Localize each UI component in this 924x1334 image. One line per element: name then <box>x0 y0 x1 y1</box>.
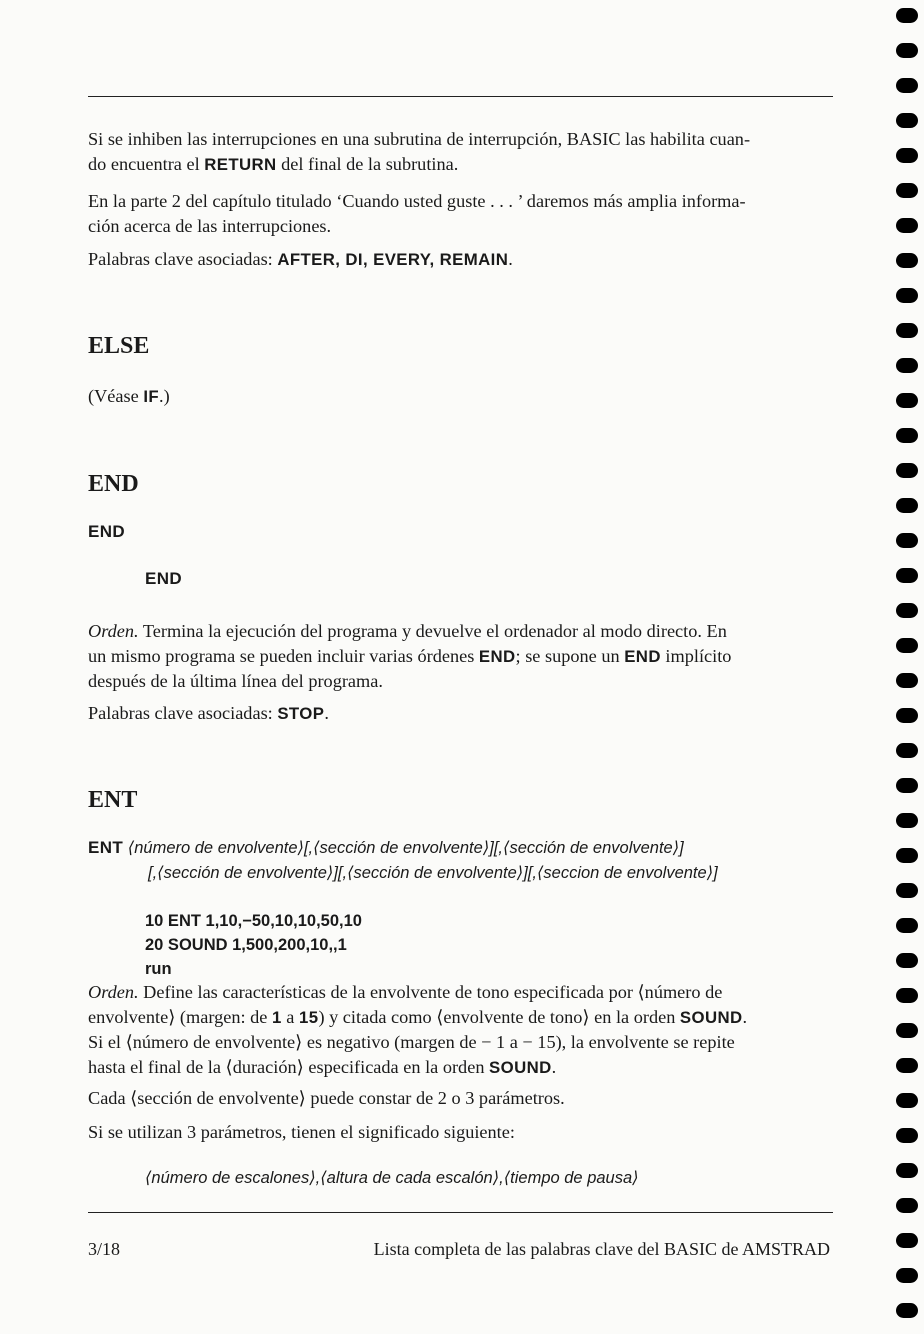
related-keywords-1 <box>88 247 833 272</box>
ent-desc-l2-end: . <box>742 1007 748 1027</box>
ent-desc-l2-pre: envolvente⟩ (margen: de <box>88 1007 272 1027</box>
related-end-2: . <box>324 703 329 723</box>
perforation-hole <box>896 43 918 58</box>
more-info-line-1: En la parte 2 del capítulo titulado ‘Cuando usted guste . . . ’ daremos más amplia informa- <box>88 191 746 211</box>
top-rule <box>88 96 833 97</box>
perforation-hole <box>896 918 918 933</box>
perforation-hole <box>896 533 918 548</box>
interrupt-line-2-post: del final de la subrutina. <box>276 154 459 174</box>
perforation-hole <box>896 78 918 93</box>
end-syntax: END <box>88 522 126 541</box>
perforation-hole <box>896 1128 918 1143</box>
perforation-hole <box>896 463 918 478</box>
perforation-hole <box>896 183 918 198</box>
sound-keyword-1: SOUND <box>679 1008 743 1027</box>
perforation-hole <box>896 1058 918 1073</box>
ent-syntax-args-1: ⟨número de envolvente⟩[,⟨sección de envolvente⟩][,⟨sección de envolvente⟩] <box>123 839 684 857</box>
ent-desc-l1: Define las características de la envolvente de tono especificada por ⟨número de <box>138 982 723 1002</box>
footer-title: Lista completa de las palabras clave del BASIC de AMSTRAD <box>373 1239 830 1259</box>
ent-three-params-paragraph: Si se utilizan 3 parámetros, tienen el significado siguiente: <box>88 1122 515 1142</box>
end-desc-l2-pre: un mismo programa se pueden incluir varias órdenes <box>88 646 479 666</box>
end-example: END <box>145 569 183 588</box>
perforation-hole <box>896 603 918 618</box>
end-desc-l2-post: implícito <box>660 646 732 666</box>
else-heading: ELSE <box>88 333 150 359</box>
perforation-hole <box>896 1303 918 1318</box>
ent-desc-l4-pre: hasta el final de la ⟨duración⟩ especificada en la orden <box>88 1057 490 1077</box>
ent-example-code <box>145 909 362 981</box>
more-info-line-2: ción acerca de las interrupciones. <box>88 216 332 236</box>
ent-description <box>88 980 833 1080</box>
interrupt-line-1: Si se inhiben las interrupciones en una subrutina de interrupción, BASIC las habilita cuan- <box>88 129 751 149</box>
related-label-1: Palabras clave asociadas: <box>88 249 278 269</box>
perforation-hole <box>896 393 918 408</box>
range-min: 1 <box>271 1008 282 1027</box>
perforation-hole <box>896 638 918 653</box>
ent-desc-line-3: Si el ⟨número de envolvente⟩ es negativo (margen de − 1 a − 15), la envolvente se repite <box>88 1032 735 1052</box>
perforation-hole <box>896 1198 918 1213</box>
page-number: 3/18 <box>88 1239 121 1259</box>
ent-heading: ENT <box>88 787 138 813</box>
perforation-hole <box>896 883 918 898</box>
perforation-hole <box>896 113 918 128</box>
perforation-hole <box>896 428 918 443</box>
perforation-hole <box>896 1163 918 1178</box>
ent-desc-kind: Orden. <box>88 982 139 1002</box>
perforation-hole <box>896 1268 918 1283</box>
ent-desc-l2-mid: ) y citada como ⟨envolvente de tono⟩ en la orden <box>318 1007 680 1027</box>
end-desc-line-1 <box>88 619 833 644</box>
perforation-hole <box>896 708 918 723</box>
end-keyword-2: END <box>624 647 661 666</box>
ent-sections-paragraph: Cada ⟨sección de envolvente⟩ puede constar de 2 o 3 parámetros. <box>88 1088 565 1108</box>
ent-syntax-line-1 <box>88 838 684 858</box>
end-desc-kind: Orden. <box>88 621 139 641</box>
perforation-hole <box>896 148 918 163</box>
perforation-hole <box>896 253 918 268</box>
end-heading: END <box>88 471 139 497</box>
end-desc-line-2 <box>88 644 833 669</box>
more-info-paragraph <box>88 189 833 239</box>
bottom-rule <box>88 1212 833 1213</box>
end-desc-l2-mid: ; se supone un <box>515 646 625 666</box>
code-line-3: run <box>145 960 172 978</box>
ent-desc-l2-a: a <box>281 1007 299 1027</box>
perforation-hole <box>896 673 918 688</box>
stop-keyword: STOP <box>277 704 325 723</box>
end-desc-line-3: después de la última línea del programa. <box>88 671 383 691</box>
related-keywords-list-1: AFTER, DI, EVERY, REMAIN <box>277 250 509 269</box>
ent-desc-line-4 <box>88 1055 833 1080</box>
related-end-1: . <box>508 249 513 269</box>
related-label-2: Palabras clave asociadas: <box>88 703 278 723</box>
end-description <box>88 619 833 694</box>
perforation-hole <box>896 743 918 758</box>
ent-desc-line-1 <box>88 980 833 1005</box>
code-line-2: 20 SOUND 1,500,200,10,,1 <box>145 936 347 954</box>
perforation-hole <box>896 778 918 793</box>
ent-desc-l4-end: . <box>551 1057 557 1077</box>
perforation-hole <box>896 358 918 373</box>
perforation-hole <box>896 848 918 863</box>
perforation-hole <box>896 218 918 233</box>
sound-keyword-2: SOUND <box>489 1058 552 1077</box>
perforation-hole <box>896 953 918 968</box>
ent-desc-line-2 <box>88 1005 833 1030</box>
perforation-hole <box>896 813 918 828</box>
range-max: 15 <box>298 1008 319 1027</box>
interrupt-line-2 <box>88 152 833 177</box>
ent-syntax-line-2: [,⟨sección de envolvente⟩][,⟨sección de envolvente⟩][,⟨seccion de envolvente⟩] <box>148 864 718 882</box>
ent-param-format: ⟨número de escalones⟩,⟨altura de cada escalón⟩,⟨tiempo de pausa⟩ <box>145 1169 639 1187</box>
perforation-hole <box>896 988 918 1003</box>
else-see-pre: (Véase <box>88 386 144 406</box>
interrupt-line-2-pre: do encuentra el <box>88 154 205 174</box>
perforation-hole <box>896 498 918 513</box>
code-line-1: 10 ENT 1,10,−50,10,10,50,10 <box>145 912 362 930</box>
perforation-hole <box>896 323 918 338</box>
related-keywords-2 <box>88 701 833 726</box>
perforation-hole <box>896 1023 918 1038</box>
perforation-hole <box>896 8 918 23</box>
end-desc-l1: Termina la ejecución del programa y devuelve el ordenador al modo directo. En <box>138 621 727 641</box>
perforation-hole <box>896 1093 918 1108</box>
perforation-strip <box>896 0 924 1334</box>
perforation-hole <box>896 568 918 583</box>
return-keyword: RETURN <box>204 155 277 174</box>
perforation-hole <box>896 288 918 303</box>
else-see-post: .) <box>159 386 170 406</box>
if-keyword: IF <box>143 387 160 406</box>
perforation-hole <box>896 1233 918 1248</box>
ent-syntax-keyword: ENT <box>88 838 124 857</box>
interrupt-paragraph <box>88 127 833 177</box>
else-see-also <box>88 384 833 409</box>
end-keyword-1: END <box>478 647 516 666</box>
